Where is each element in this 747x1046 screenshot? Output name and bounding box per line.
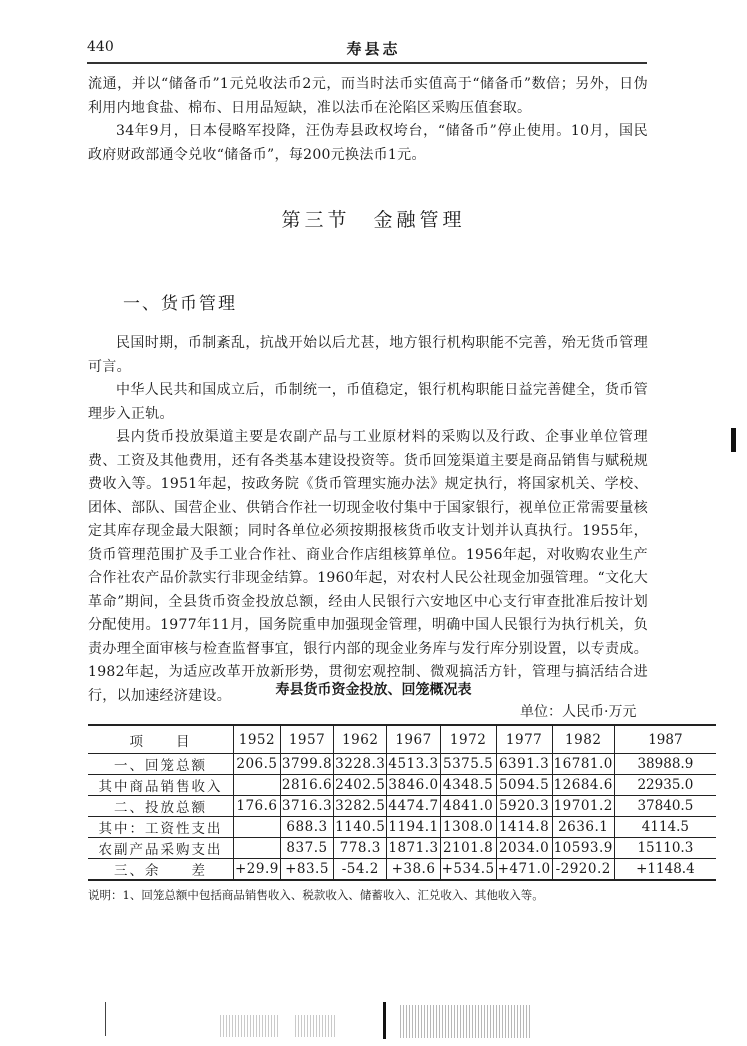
section-title: 第三节 金融管理 bbox=[281, 209, 466, 231]
table-cell: 1871.3 bbox=[387, 838, 440, 859]
table-cell: 19701.2 bbox=[552, 796, 614, 817]
header-rule bbox=[87, 62, 647, 64]
table-cell: 16781.0 bbox=[552, 754, 614, 775]
subsection-title: 一、货币管理 bbox=[123, 294, 237, 314]
scan-artifact-bar bbox=[383, 1002, 386, 1039]
running-title: 寿县志 bbox=[346, 40, 401, 58]
table-cell: 3716.3 bbox=[280, 796, 333, 817]
header-cell-year: 1952 bbox=[234, 725, 281, 754]
body-paragraph-2: 中华人民共和国成立后，币制统一，币值稳定，银行机构职能日益完善健全，货币管理步入正轨。 bbox=[88, 382, 648, 422]
table-row bbox=[88, 754, 716, 775]
table-cell: 2101.8 bbox=[440, 838, 496, 859]
table-cell: +83.5 bbox=[280, 859, 333, 881]
table-cell: 3846.0 bbox=[387, 775, 440, 796]
table-cell: 12684.6 bbox=[552, 775, 614, 796]
table-row bbox=[88, 838, 716, 859]
table-row bbox=[88, 775, 716, 796]
table-cell: 1308.0 bbox=[440, 817, 496, 838]
header-cell-year: 1987 bbox=[614, 725, 716, 754]
table-cell: +471.0 bbox=[496, 859, 552, 881]
table-note: 说明：1、回笼总额中包括商品销售收入、税款收入、储蓄收入、汇兑收入、其他收入等。 bbox=[88, 888, 544, 902]
scan-artifact-noise bbox=[400, 1005, 530, 1038]
table-cell: 38988.9 bbox=[614, 754, 716, 775]
table-title: 寿县货币资金投放、回笼概况表 bbox=[275, 682, 472, 698]
table-cell: -2920.2 bbox=[552, 859, 614, 881]
intro-paragraph-2: 34年9月，日本侵略军投降，汪伪寿县政权垮台，“储备币”停止使用。10月，国民政府财政部通令兑收“储备币”，每200元换法币1元。 bbox=[88, 123, 648, 163]
table-cell: 837.5 bbox=[280, 838, 333, 859]
table-header-row bbox=[88, 725, 716, 754]
header-cell-year: 1967 bbox=[387, 725, 440, 754]
header-cell-year: 1972 bbox=[440, 725, 496, 754]
table-row bbox=[88, 859, 716, 881]
table-cell: 2034.0 bbox=[496, 838, 552, 859]
header-cell-year: 1962 bbox=[334, 725, 387, 754]
table-cell: +534.5 bbox=[440, 859, 496, 881]
table-cell: 4841.0 bbox=[440, 796, 496, 817]
table-cell: +1148.4 bbox=[614, 859, 716, 881]
scan-artifact-noise bbox=[220, 1015, 280, 1037]
table-cell: 1140.5 bbox=[334, 817, 387, 838]
table-cell: 4474.7 bbox=[387, 796, 440, 817]
table-cell: 2816.6 bbox=[280, 775, 333, 796]
body-paragraph-3: 县内货币投放渠道主要是农副产品与工业原材料的采购以及行政、企事业单位管理费、工资及其他费用，还有各类基本建设投资等。货币回笼渠道主要是商品销售与赋税规费收入等。1951年起，按政务院《货币管理实施办法》规定执行，将国家机关、学校、团体、部队、国营企业、供销合作社一切现金收付集中于国家银行，视单位正常需要量核定其库存现金最大限额；同时各单位必须按期报核货币收支计划并认真执行。1955年，货币管理范围扩及手工业合作社、商业合作店组核算单位。1956年起，对收购农业生产合作社农产品价款实行非现金结算。1960年起，对农村人民公社现金加强管理。“文化大革命”期间，全县货币资金投放总额，经由人民银行六安地区中心支行审查批准后按计划分配使用。1977年11月，国务院重申加强现金管理，明确中国人民银行为执行机关，负责办理全面审核与检查监督事宜，银行内部的现金业务库与发行库分别设置，以专责成。1982年起，为适应改革开放新形势，贯彻宏观控制、微观搞活方针，管理与搞活结合进行，以加速经济建设。 bbox=[88, 429, 648, 704]
table-cell: 1414.8 bbox=[496, 817, 552, 838]
scan-artifact-line bbox=[105, 1002, 106, 1036]
table-cell: 2636.1 bbox=[552, 817, 614, 838]
table-cell: +38.6 bbox=[387, 859, 440, 881]
header-cell-item: 项 目 bbox=[88, 725, 234, 754]
table-cell: 6391.3 bbox=[496, 754, 552, 775]
scan-artifact-noise bbox=[295, 1015, 335, 1037]
table-cell: 206.5 bbox=[234, 754, 281, 775]
table-cell: 176.6 bbox=[234, 796, 281, 817]
data-table bbox=[88, 724, 716, 881]
table-cell: 3228.3 bbox=[334, 754, 387, 775]
header-cell-year: 1977 bbox=[496, 725, 552, 754]
row-label: 一、回笼总额 bbox=[88, 754, 234, 775]
row-label: 三、余 差 bbox=[88, 859, 234, 881]
table-cell: 5375.5 bbox=[440, 754, 496, 775]
table-cell: 10593.9 bbox=[552, 838, 614, 859]
table-row bbox=[88, 796, 716, 817]
table-cell: -54.2 bbox=[334, 859, 387, 881]
row-label: 其中：工资性支出 bbox=[88, 817, 234, 838]
table-cell: 5094.5 bbox=[496, 775, 552, 796]
row-label: 二、投放总额 bbox=[88, 796, 234, 817]
table-cell: 4513.3 bbox=[387, 754, 440, 775]
body-paragraph-1: 民国时期，币制紊乱，抗战开始以后尤甚，地方银行机构职能不完善，殆无货币管理可言。 bbox=[88, 335, 648, 375]
table-cell bbox=[234, 817, 281, 838]
table-cell: 688.3 bbox=[280, 817, 333, 838]
table-cell: 4348.5 bbox=[440, 775, 496, 796]
table-cell: 5920.3 bbox=[496, 796, 552, 817]
row-label: 其中商品销售收入 bbox=[88, 775, 234, 796]
page-number: 440 bbox=[87, 39, 114, 55]
row-label: 农副产品采购支出 bbox=[88, 838, 234, 859]
table-cell: 778.3 bbox=[334, 838, 387, 859]
intro-paragraph-1: 流通，并以“储备币”1元兑收法币2元，而当时法币实值高于“储备币”数倍；另外，日伪利用内地食盐、棉布、日用品短缺，准以法币在沦陷区采购压值套取。 bbox=[88, 76, 648, 116]
header-cell-year: 1982 bbox=[552, 725, 614, 754]
table-cell: 15110.3 bbox=[614, 838, 716, 859]
table-cell: 2402.5 bbox=[334, 775, 387, 796]
table-unit: 单位：人民币·万元 bbox=[520, 704, 637, 720]
scan-edge-mark bbox=[731, 428, 736, 452]
table-cell bbox=[234, 838, 281, 859]
table-cell: 3282.5 bbox=[334, 796, 387, 817]
table-row bbox=[88, 817, 716, 838]
header-cell-year: 1957 bbox=[280, 725, 333, 754]
table-cell: 37840.5 bbox=[614, 796, 716, 817]
table-cell: +29.9 bbox=[234, 859, 281, 881]
table-cell: 4114.5 bbox=[614, 817, 716, 838]
table-cell: 3799.8 bbox=[280, 754, 333, 775]
table-cell: 22935.0 bbox=[614, 775, 716, 796]
table-cell: 1194.1 bbox=[387, 817, 440, 838]
table-cell bbox=[234, 775, 281, 796]
